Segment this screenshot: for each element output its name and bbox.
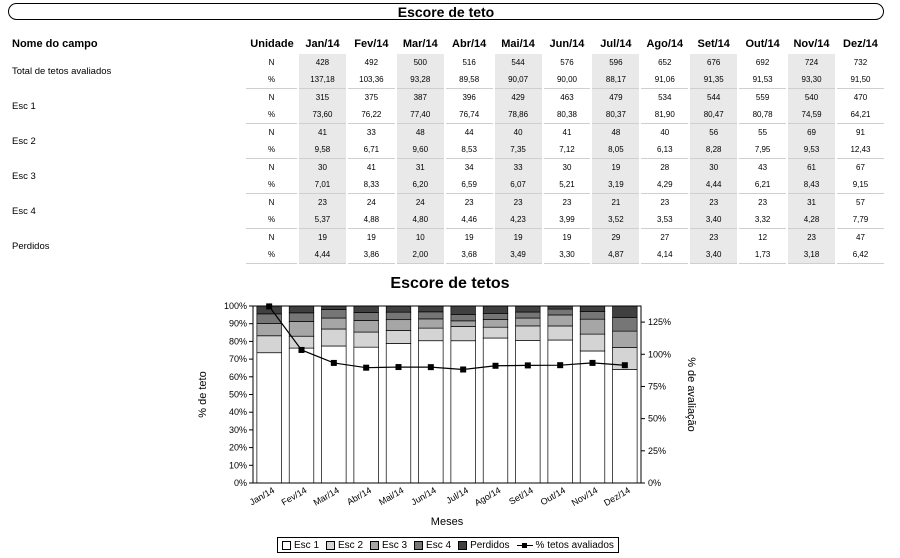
table-cell: 6,71: [347, 141, 396, 159]
bar-segment: [451, 306, 476, 315]
bar-segment: [548, 309, 573, 315]
table-cell: 80,78: [738, 106, 787, 124]
row-unit: %: [246, 71, 298, 89]
column-header-month: Nov/14: [793, 38, 830, 50]
bar-segment: [451, 321, 476, 327]
table-cell: 80,37: [591, 106, 640, 124]
table-cell: 30: [298, 159, 347, 177]
table-cell: 732: [836, 54, 885, 71]
table-cell: 6,20: [396, 176, 445, 194]
legend-swatch: [326, 541, 335, 550]
chart-title: Escore de tetos: [390, 275, 510, 292]
table-cell: 41: [543, 124, 592, 142]
table-cell: 44: [445, 124, 494, 142]
table-cell: 3,40: [689, 246, 738, 264]
row-field-name: Esc 1: [12, 100, 36, 112]
table-cell: 40: [494, 124, 543, 142]
table-cell: 91,53: [738, 71, 787, 89]
table-cell: 676: [689, 54, 738, 71]
legend-swatch: [282, 541, 291, 550]
table-cell: 31: [396, 159, 445, 177]
legend-label: Esc 1: [294, 539, 320, 551]
bar-segment: [548, 315, 573, 326]
table-cell: 43: [738, 159, 787, 177]
bar-segment: [483, 320, 508, 328]
table-cell: 516: [445, 54, 494, 71]
table-cell: 544: [689, 89, 738, 107]
table-cell: 23: [640, 194, 689, 212]
column-header-month: Jan/14: [305, 38, 340, 50]
x-tick-label: Mar/14: [311, 485, 341, 508]
table-cell: 41: [347, 159, 396, 177]
table-cell: 375: [347, 89, 396, 107]
table-cell: 19: [298, 229, 347, 247]
column-header-month: Mai/14: [501, 38, 535, 50]
table-cell: 30: [689, 159, 738, 177]
bar-segment: [419, 341, 444, 483]
table-cell: 28: [640, 159, 689, 177]
legend-swatch: [370, 541, 379, 550]
y-tick-label: 90%: [228, 318, 247, 329]
row-unit: N: [268, 58, 275, 67]
table-cell: 91: [836, 124, 885, 142]
table-cell: 3,52: [591, 211, 640, 229]
table-cell: 7,01: [298, 176, 347, 194]
column-header-month: Ago/14: [646, 38, 684, 50]
table-cell: 1,73: [738, 246, 787, 264]
row-unit: %: [246, 246, 298, 264]
table-cell: 479: [591, 89, 640, 107]
table-cell: 19: [494, 229, 543, 247]
table-cell: 73,60: [298, 106, 347, 124]
y2-axis-label: % de avaliação: [685, 357, 697, 432]
table-cell: 544: [494, 54, 543, 71]
table-cell: 429: [494, 89, 543, 107]
table-cell: 80,38: [543, 106, 592, 124]
bar-segment: [289, 348, 314, 483]
y2-tick-label: 0%: [648, 478, 662, 488]
table-cell: 90,07: [494, 71, 543, 89]
table-cell: 692: [738, 54, 787, 71]
table-cell: 7,79: [836, 211, 885, 229]
bar-segment: [354, 313, 379, 321]
table-cell: 9,60: [396, 141, 445, 159]
y-tick-label: 50%: [228, 389, 247, 400]
table-cell: 596: [591, 54, 640, 71]
table-cell: 31: [787, 194, 836, 212]
table-cell: 4,46: [445, 211, 494, 229]
table-cell: 76,22: [347, 106, 396, 124]
table-cell: 652: [640, 54, 689, 71]
line-point-marker: [299, 347, 305, 353]
table-cell: 5,21: [543, 176, 592, 194]
table-cell: 23: [494, 194, 543, 212]
table-cell: 56: [689, 124, 738, 142]
bar-segment: [580, 319, 605, 334]
table-cell: 69: [787, 124, 836, 142]
bar-segment: [516, 326, 541, 341]
table-cell: 6,07: [494, 176, 543, 194]
table-cell: 67: [836, 159, 885, 177]
bar-segment: [322, 306, 347, 310]
legend-label: Esc 4: [426, 539, 452, 551]
table-cell: 559: [738, 89, 787, 107]
bar-segment: [516, 312, 541, 318]
table-cell: 19: [543, 229, 592, 247]
bar-segment: [483, 306, 508, 313]
bar-segment: [419, 328, 444, 341]
x-tick-label: Set/14: [507, 485, 535, 507]
bar-segment: [516, 318, 541, 326]
table-cell: 24: [347, 194, 396, 212]
bar-segment: [386, 320, 411, 331]
bar-segment: [483, 327, 508, 338]
table-cell: 137,18: [298, 71, 347, 89]
table-cell: 3,86: [347, 246, 396, 264]
table-cell: 29: [591, 229, 640, 247]
column-header-name: Nome do campo: [12, 38, 98, 50]
table-cell: 4,44: [689, 176, 738, 194]
column-header-month: Abr/14: [452, 38, 487, 50]
table-cell: 89,58: [445, 71, 494, 89]
bar-segment: [354, 320, 379, 332]
table-cell: 315: [298, 89, 347, 107]
table-cell: 3,53: [640, 211, 689, 229]
table-cell: 7,35: [494, 141, 543, 159]
table-cell: 396: [445, 89, 494, 107]
x-axis-label: Meses: [430, 516, 464, 528]
row-unit: N: [268, 128, 275, 137]
y-tick-label: 60%: [228, 371, 247, 382]
line-point-marker: [428, 364, 434, 370]
y-tick-label: 70%: [228, 354, 247, 365]
bar-segment: [257, 323, 282, 335]
x-tick-label: Mai/14: [377, 485, 406, 508]
bar-segment: [354, 306, 379, 313]
table-cell: 3,40: [689, 211, 738, 229]
table-cell: 23: [738, 194, 787, 212]
table-cell: 81,90: [640, 106, 689, 124]
table-cell: 10: [396, 229, 445, 247]
table-cell: 23: [787, 229, 836, 247]
table-cell: 76,74: [445, 106, 494, 124]
x-tick-label: Jun/14: [409, 485, 438, 508]
bar-segment: [613, 317, 638, 331]
legend-swatch: [414, 541, 423, 550]
table-cell: 5,37: [298, 211, 347, 229]
bar-segment: [322, 346, 347, 483]
bar-segment: [322, 329, 347, 346]
table-cell: 93,28: [396, 71, 445, 89]
row-unit: %: [246, 141, 298, 159]
bar-segment: [580, 351, 605, 483]
table-cell: 8,33: [347, 176, 396, 194]
row-field-name: Esc 2: [12, 135, 36, 147]
y-tick-label: 20%: [228, 442, 247, 453]
x-tick-label: Dez/14: [602, 485, 632, 508]
table-cell: 500: [396, 54, 445, 71]
bar-segment: [451, 341, 476, 483]
table-cell: 2,00: [396, 246, 445, 264]
table-cell: 6,42: [836, 246, 885, 264]
legend-swatch: [458, 541, 467, 550]
bar-segment: [483, 338, 508, 483]
bar-segment: [451, 315, 476, 321]
bar-segment: [289, 306, 314, 313]
y2-tick-label: 75%: [648, 381, 667, 392]
table-cell: 4,28: [787, 211, 836, 229]
line-point-marker: [266, 303, 272, 309]
table-cell: 78,86: [494, 106, 543, 124]
legend-item: [370, 540, 407, 551]
row-unit: %: [246, 211, 298, 229]
table-cell: 9,58: [298, 141, 347, 159]
table-cell: 3,99: [543, 211, 592, 229]
bar-segment: [322, 318, 347, 329]
table-cell: 103,36: [347, 71, 396, 89]
table-cell: 47: [836, 229, 885, 247]
table-cell: 724: [787, 54, 836, 71]
bar-segment: [386, 306, 411, 312]
table-cell: 6,59: [445, 176, 494, 194]
line-point-marker: [590, 360, 596, 366]
table-cell: 534: [640, 89, 689, 107]
bar-segment: [386, 312, 411, 319]
y2-tick-label: 125%: [648, 317, 672, 328]
table-cell: 23: [689, 194, 738, 212]
line-point-marker: [363, 365, 369, 371]
bar-segment: [354, 332, 379, 347]
table-cell: 64,21: [836, 106, 885, 124]
table-cell: 492: [347, 54, 396, 71]
table-cell: 6,21: [738, 176, 787, 194]
table-cell: 428: [298, 54, 347, 71]
legend-line-swatch: [517, 541, 533, 550]
y2-tick-label: 25%: [648, 445, 667, 456]
column-header-month: Dez/14: [843, 38, 878, 50]
bar-segment: [580, 306, 605, 312]
x-tick-label: Fev/14: [279, 485, 309, 508]
y-tick-label: 0%: [233, 478, 247, 488]
table-cell: 91,50: [836, 71, 885, 89]
column-header-month: Set/14: [697, 38, 730, 50]
bar-segment: [483, 313, 508, 319]
table-cell: 3,68: [445, 246, 494, 264]
row-unit: N: [268, 93, 275, 102]
y-tick-label: 10%: [228, 460, 247, 471]
legend-label: Esc 2: [338, 539, 364, 551]
column-header-month: Mar/14: [402, 38, 438, 50]
page-title: Escore de teto: [8, 3, 884, 20]
y-tick-label: 100%: [223, 301, 247, 311]
x-tick-label: Out/14: [538, 485, 568, 508]
x-tick-label: Abr/14: [345, 485, 374, 507]
table-cell: 34: [445, 159, 494, 177]
bar-segment: [289, 321, 314, 336]
x-tick-label: Nov/14: [569, 485, 600, 508]
table-cell: 8,53: [445, 141, 494, 159]
x-tick-label: Jul/14: [444, 485, 471, 506]
y-tick-label: 80%: [228, 336, 247, 347]
bar-segment: [613, 369, 638, 483]
table-cell: 24: [396, 194, 445, 212]
table-cell: 77,40: [396, 106, 445, 124]
bar-segment: [451, 326, 476, 340]
row-field-name: Esc 3: [12, 170, 36, 182]
table-cell: 540: [787, 89, 836, 107]
legend-item: [517, 540, 614, 551]
table-cell: 3,30: [543, 246, 592, 264]
table-cell: 90,00: [543, 71, 592, 89]
table-cell: 4,88: [347, 211, 396, 229]
bar-segment: [322, 310, 347, 318]
table-cell: 41: [298, 124, 347, 142]
column-header-unit: Unidade: [250, 38, 294, 50]
table-cell: 3,49: [494, 246, 543, 264]
row-unit: N: [268, 233, 275, 242]
x-tick-label: Ago/14: [472, 485, 503, 508]
table-cell: 9,15: [836, 176, 885, 194]
bar-segment: [257, 353, 282, 483]
row-unit: N: [268, 163, 275, 172]
table-cell: 40: [640, 124, 689, 142]
row-field-name: Total de tetos avaliados: [12, 65, 112, 77]
table-cell: 21: [591, 194, 640, 212]
table-cell: 6,13: [640, 141, 689, 159]
table-cell: 3,18: [787, 246, 836, 264]
y2-tick-label: 50%: [648, 413, 667, 424]
table-cell: 8,05: [591, 141, 640, 159]
bar-segment: [580, 312, 605, 320]
table-cell: 4,80: [396, 211, 445, 229]
legend-label: % tetos avaliados: [535, 539, 614, 551]
x-tick-label: Jan/14: [247, 485, 277, 508]
legend-item: [458, 540, 509, 551]
table-cell: 463: [543, 89, 592, 107]
bar-segment: [548, 340, 573, 483]
row-field-name: Perdidos: [12, 240, 50, 252]
bar-segment: [548, 326, 573, 340]
legend-label: Esc 3: [382, 539, 408, 551]
y2-tick-label: 100%: [648, 349, 672, 360]
table-cell: 23: [543, 194, 592, 212]
table-cell: 19: [445, 229, 494, 247]
y-tick-label: 40%: [228, 407, 247, 418]
y-axis-label: % de teto: [197, 371, 209, 418]
table-cell: 8,28: [689, 141, 738, 159]
bar-segment: [257, 336, 282, 353]
table-cell: 23: [298, 194, 347, 212]
table-cell: 55: [738, 124, 787, 142]
bar-segment: [386, 330, 411, 343]
bar-segment: [419, 306, 444, 312]
table-cell: 33: [347, 124, 396, 142]
table-cell: 48: [591, 124, 640, 142]
legend-item: [326, 540, 363, 551]
bar-segment: [419, 312, 444, 319]
table-cell: 91,35: [689, 71, 738, 89]
bar-segment: [613, 331, 638, 347]
table-cell: 74,59: [787, 106, 836, 124]
table-cell: 4,14: [640, 246, 689, 264]
bar-segment: [516, 341, 541, 483]
column-header-month: Jul/14: [600, 38, 632, 50]
line-point-marker: [460, 367, 466, 373]
line-point-marker: [396, 364, 402, 370]
table-cell: 3,19: [591, 176, 640, 194]
table-cell: 8,43: [787, 176, 836, 194]
bar-segment: [419, 319, 444, 328]
table-cell: 576: [543, 54, 592, 71]
table-cell: 19: [591, 159, 640, 177]
table-cell: 80,47: [689, 106, 738, 124]
table-cell: 27: [640, 229, 689, 247]
table-cell: 19: [347, 229, 396, 247]
table-cell: 91,06: [640, 71, 689, 89]
legend-item: [414, 540, 451, 551]
chart-legend: [277, 537, 619, 553]
table-cell: 23: [689, 229, 738, 247]
row-field-name: Esc 4: [12, 205, 36, 217]
column-header-month: Out/14: [745, 38, 780, 50]
bar-segment: [516, 306, 541, 312]
line-point-marker: [493, 363, 499, 369]
row-unit: %: [246, 176, 298, 194]
table-cell: 7,95: [738, 141, 787, 159]
table-cell: 33: [494, 159, 543, 177]
table-cell: 57: [836, 194, 885, 212]
bar-segment: [580, 334, 605, 351]
table-cell: 12: [738, 229, 787, 247]
table-cell: 7,12: [543, 141, 592, 159]
table-cell: 387: [396, 89, 445, 107]
column-header-month: Jun/14: [549, 38, 585, 50]
line-point-marker: [557, 362, 563, 368]
legend-item: [282, 540, 319, 551]
row-unit: %: [246, 106, 298, 124]
bar-segment: [289, 313, 314, 322]
table-cell: 12,43: [836, 141, 885, 159]
table-cell: 4,23: [494, 211, 543, 229]
y-tick-label: 30%: [228, 424, 247, 435]
table-cell: 48: [396, 124, 445, 142]
table-cell: 3,32: [738, 211, 787, 229]
bar-segment: [613, 306, 638, 317]
legend-label: Perdidos: [470, 539, 510, 551]
table-cell: 30: [543, 159, 592, 177]
line-point-marker: [525, 362, 531, 368]
table-cell: 470: [836, 89, 885, 107]
column-header-month: Fev/14: [354, 38, 389, 50]
table-cell: 9,53: [787, 141, 836, 159]
table-cell: 4,87: [591, 246, 640, 264]
line-point-marker: [622, 362, 628, 368]
table-cell: 93,30: [787, 71, 836, 89]
table-cell: 88,17: [591, 71, 640, 89]
table-cell: 61: [787, 159, 836, 177]
line-point-marker: [331, 360, 337, 366]
table-cell: 4,29: [640, 176, 689, 194]
table-cell: 4,44: [298, 246, 347, 264]
table-cell: 23: [445, 194, 494, 212]
row-unit: N: [268, 198, 275, 207]
